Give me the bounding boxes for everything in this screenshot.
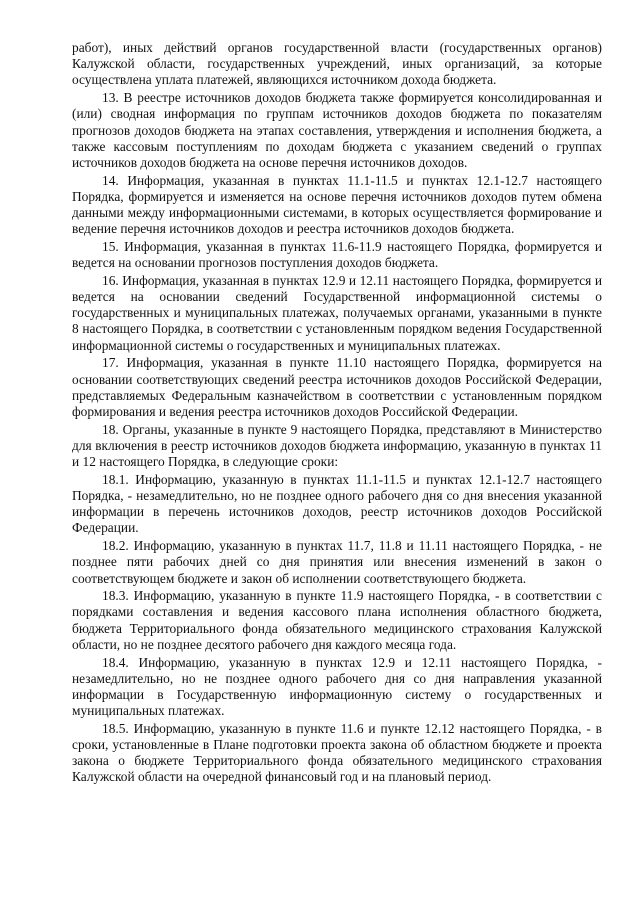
paragraph-18-5: 18.5. Информацию, указанную в пункте 11.6 и пункте 12.12 настоящего Порядка, - в сроки, установленные в Плане подготовки проекта закона об областном бюджете и проекта закона о бюджете Территориального фонда обязательного медицинского страхования Калужской области на очередной финансовый год и на плановый период. bbox=[72, 720, 602, 785]
paragraph-14: 14. Информация, указанная в пунктах 11.1-11.5 и пунктах 12.1-12.7 настоящего Порядка, формируется и изменяется на основе перечня источников доходов путем обмена данными между информационными системами, в которых осуществляется формирование и ведение перечня источников доходов и реестра источников доходов бюджета. bbox=[72, 172, 602, 237]
paragraph-16: 16. Информация, указанная в пунктах 12.9 и 12.11 настоящего Порядка, формируется и ведется на основании сведений Государственной информационной системы о государственных и муниципальных платежах, получаемых органами, указанными в пункте 8 настоящего Порядка, в соответствии с установленным порядком ведения Государственной информационной системы о государственных и муниципальных платежах. bbox=[72, 272, 602, 353]
paragraph-18: 18. Органы, указанные в пункте 9 настоящего Порядка, представляют в Министерство для включения в реестр источников доходов бюджета информацию, указанную в пунктах 11 и 12 настоящего Порядка, в следующие сроки: bbox=[72, 421, 602, 470]
paragraph-18-3: 18.3. Информацию, указанную в пункте 11.9 настоящего Порядка, - в соответствии с порядками составления и ведения кассового плана исполнения областного бюджета, бюджета Территориального фонда обязательного медицинского страхования Калужской области, но не позднее десятого рабочего дня каждого месяца года. bbox=[72, 588, 602, 652]
paragraph-continuation: работ), иных действий органов государственной власти (государственных органов) Калужской области, государственных учреждений, иных организаций, за которые осуществлена уплата платежей, являющихся источником дохода бюджета. bbox=[72, 40, 602, 88]
paragraph-18-1: 18.1. Информацию, указанную в пунктах 11.1-11.5 и пунктах 12.1-12.7 настоящего Порядка, - незамедлительно, но не позднее одного рабочего дня со дня внесения указанной информации в перечень источников доходов, реестр источников доходов Российской Федерации. bbox=[72, 471, 602, 536]
document-page bbox=[72, 40, 602, 787]
paragraph-18-2: 18.2. Информацию, указанную в пунктах 11.7, 11.8 и 11.11 настоящего Порядка, - не позднее пяти рабочих дней со дня принятия или внесения изменений в закон о соответствующем бюджете и закон об исполнении соответствующего бюджета. bbox=[72, 538, 602, 586]
paragraph-17: 17. Информация, указанная в пункте 11.10 настоящего Порядка, формируется на основании соответствующих сведений реестра источников доходов Российской Федерации, представляемых Федеральным казначейством в соответствии с установленным порядком формирования и ведения реестра источников доходов Российской Федерации. bbox=[72, 355, 602, 419]
paragraph-13: 13. В реестре источников доходов бюджета также формируется консолидированная и (или) сводная информация по группам источников доходов бюджета по показателям прогнозов доходов бюджета на этапах составления, утверждения и исполнения бюджета, а также кассовым поступлениям по доходам бюджета с указанием сведений о группах источников доходов бюджета на основе перечня источников доходов. bbox=[72, 90, 602, 170]
paragraph-15: 15. Информация, указанная в пунктах 11.6-11.9 настоящего Порядка, формируется и ведется на основании прогнозов поступления доходов бюджета. bbox=[72, 238, 602, 271]
paragraph-18-4: 18.4. Информацию, указанную в пунктах 12.9 и 12.11 настоящего Порядка, - незамедлительно, но не позднее одного рабочего дня со дня направления указанной информации в Государственную информационную систему о государственных и муниципальных платежах. bbox=[72, 654, 602, 719]
